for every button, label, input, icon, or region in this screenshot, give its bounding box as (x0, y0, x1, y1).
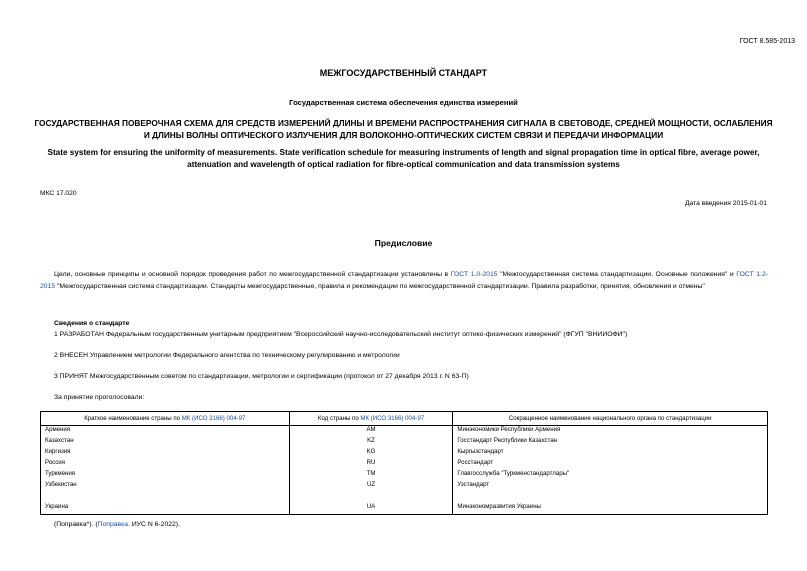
body-cell (453, 492, 768, 503)
code-cell: UA (289, 503, 453, 515)
introduction-date: Дата введения 2015-01-01 (684, 200, 767, 207)
body-cell: Главгосслужба "Туркменстандартлары" (453, 470, 768, 481)
country-cell (41, 492, 290, 503)
country-cell: Казахстан (41, 437, 290, 448)
code-cell: KG (289, 448, 453, 459)
header-country-code: Код страны по МК (ИСО 3166) 004-97 (289, 412, 453, 426)
info-adopted: 3 ПРИНЯТ Межгосударственным советом по стандартизации, метрологии и сертификации (протокол от 27 декабря 2013 г. N 63-П) (54, 373, 469, 380)
code-cell: AM (289, 426, 453, 438)
system-title: Государственная система обеспечения единства измерений (289, 98, 518, 107)
preface-paragraph (40, 269, 768, 292)
country-cell: Киргизия (41, 448, 290, 459)
table-header-row (41, 412, 768, 426)
code-cell: TM (289, 470, 453, 481)
gost-1-0-link[interactable]: ГОСТ 1.0-2015 (450, 271, 498, 278)
info-developed: 1 РАЗРАБОТАН Федеральным государственным унитарным предприятием "Всероссийский научно-исследовательский институт оптико-физических измерений" (ФГУП "ВНИИОФИ") (54, 331, 628, 338)
mks-code: МКС 17.020 (40, 190, 77, 197)
code-cell: RU (289, 459, 453, 470)
table-row (41, 448, 768, 459)
country-cell: Армения (41, 426, 290, 438)
code-cell: KZ (289, 437, 453, 448)
body-cell: Госстандарт Республики Казахстан (453, 437, 768, 448)
amendment-suffix: . ИУС N 6-2022). (128, 521, 180, 528)
country-cell: Туркмения (41, 470, 290, 481)
body-cell: Минэкономики Республики Армения (453, 426, 768, 438)
preface-text-2: "Межгосударственная система стандартизации. Основные положения" и (497, 271, 737, 278)
header-standards-body: Сокращенное наименование национального органа по стандартизации (453, 412, 768, 426)
body-cell: Кыргызстандарт (453, 448, 768, 459)
table-row (41, 426, 768, 438)
mk-iso-link[interactable]: МК (ИСО 3166) 004-97 (360, 415, 425, 422)
country-cell: Украина (41, 503, 290, 515)
table-row (41, 481, 768, 492)
preface-heading: Предисловие (374, 238, 433, 248)
voting-countries-table (40, 411, 768, 515)
body-cell: Росстандарт (453, 459, 768, 470)
info-voted-for: За принятие проголосовали: (54, 394, 145, 401)
title-russian: ГОСУДАРСТВЕННАЯ ПОВЕРОЧНАЯ СХЕМА ДЛЯ СРЕДСТВ ИЗМЕРЕНИЙ ДЛИНЫ И ВРЕМЕНИ РАСПРОСТРАНЕНИЯ СИГНАЛА В СВЕТОВОДЕ, СРЕДНЕЙ МОЩНОСТИ, ОСЛАБЛЕНИЯ И ДЛИНЫ ВОЛНЫ ОПТИЧЕСКОГО ИЗЛУЧЕНИЯ ДЛЯ ВОЛОКОННО-ОПТИЧЕСКИХ СИСТЕМ СВЯЗИ И ПЕРЕДАЧИ ИНФОРМАЦИИ (34, 118, 773, 140)
document-code: ГОСТ 8.585-2013 (739, 38, 795, 45)
header-country-name: Краткое наименование страны по МК (ИСО 3166) 004-97 (41, 412, 290, 426)
table-row (41, 492, 768, 503)
table-row (41, 437, 768, 448)
mk-iso-link[interactable]: МК (ИСО 3166) 004-97 (181, 415, 246, 422)
title-english: State system for ensuring the uniformity of measurements. State verification schedule for measuring instruments of length and signal propagation time in optical fibre, average power, attenuation and wavelength of optical radiation for fibre-optical communication and data transmission systems (47, 148, 760, 169)
code-cell: UZ (289, 481, 453, 492)
amendment-note (54, 521, 180, 528)
code-cell (289, 492, 453, 503)
body-cell: Минэкономразвития Украины (453, 503, 768, 515)
amendment-prefix: (Поправка*). ( (54, 521, 98, 528)
gost-1-2-link[interactable]: ГОСТ 1.2-2015 (40, 271, 768, 290)
preface-text-3: "Межгосударственная система стандартизации. Стандарты межгосударственные, правила и рекомендации по межгосударственной стандартизации. Правила разработки, принятия, обновления и отмены" (55, 282, 705, 290)
table-row (41, 459, 768, 470)
country-cell: Узбекистан (41, 481, 290, 492)
table-row (41, 470, 768, 481)
standard-type-heading: МЕЖГОСУДАРСТВЕННЫЙ СТАНДАРТ (319, 68, 488, 78)
amendment-link[interactable]: Поправка (97, 521, 129, 528)
info-submitted: 2 ВНЕСЕН Управлением метрологии Федерального агентства по техническому регулированию и метрологии (54, 352, 400, 359)
country-cell: Россия (41, 459, 290, 470)
standard-info-heading: Сведения о стандарте (54, 320, 130, 327)
body-cell: Узстандарт (453, 481, 768, 492)
preface-text-1: Цели, основные принципы и основной порядок проведения работ по межгосударственной стандартизации установлены в (54, 271, 451, 278)
table-row (41, 503, 768, 515)
